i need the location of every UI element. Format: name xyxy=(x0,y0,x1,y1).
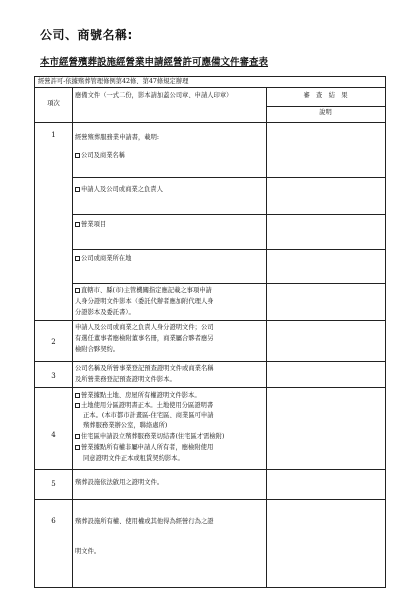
checklist-item[interactable]: 營業據點土地、房屋所有權證明文件影本。 xyxy=(75,391,201,402)
checklist-item[interactable]: 直轄市、縣(市)主管機關指定應記載之事項申請 xyxy=(75,286,212,297)
column-divider xyxy=(72,87,73,587)
item-number: 2 xyxy=(51,338,56,346)
checkbox-icon[interactable] xyxy=(75,187,80,192)
row-divider xyxy=(35,361,385,362)
item-number: 6 xyxy=(51,517,56,525)
row-divider xyxy=(35,122,385,123)
checklist-item[interactable]: 公司或商業所在地 xyxy=(75,254,131,265)
item-text-line: 公司名稱及所營事業登記預查證明文件或商業名稱 xyxy=(75,365,214,372)
review-form-table xyxy=(34,76,386,588)
checkbox-icon[interactable] xyxy=(75,393,80,398)
checklist-item[interactable]: 營業項目 xyxy=(75,220,106,231)
item-text-line: 有選任董事者應檢附董事名冊，商業屬合夥者應另 xyxy=(75,335,214,342)
item-text-line: 正本。(本市都市計畫區-住宅區、商業區可申請 xyxy=(83,412,214,419)
checkbox-icon[interactable] xyxy=(75,445,80,450)
item-text-line: 殯葬設施依法啟用之證明文件。 xyxy=(75,479,164,486)
item-text-line: 明文件。 xyxy=(75,548,101,555)
item-text-line: 申請人及公司或商業之負責人身分證明文件；公司 xyxy=(75,324,214,331)
item-text-line: 殯葬設施所有權、使用權或其他得為經營行為之證 xyxy=(75,518,214,525)
checkbox-icon[interactable] xyxy=(75,434,80,439)
item-number: 1 xyxy=(51,131,56,139)
checklist-item[interactable]: 公司及商業名稱 xyxy=(75,151,125,162)
checkbox-icon[interactable] xyxy=(75,256,80,261)
column-header-review-result: 審 查 結 果 xyxy=(303,92,348,99)
row-divider xyxy=(266,106,385,107)
legal-basis: 經營許可-依據殯葬管理條例第42條、第47條規定辦理 xyxy=(38,78,189,85)
item-number: 5 xyxy=(51,480,56,488)
row-divider xyxy=(35,469,385,470)
item-text-line: 同意證明文件正本或租賃契約影本。 xyxy=(83,455,184,462)
item-1-intro: 經營殯葬服務業申請書，載明: xyxy=(75,134,159,141)
item-number: 4 xyxy=(51,431,56,439)
row-divider xyxy=(72,283,385,284)
row-divider xyxy=(72,249,385,250)
form-subtitle: 本市經營殯葬設施經營業申請經營許可應備文件審查表 xyxy=(40,57,269,68)
item-text-line: 人身分證明文件影本（委託代辦者應加附代理人身 xyxy=(75,298,214,305)
item-text-line: 及所營業務登記預查證明文件影本。 xyxy=(75,376,176,383)
checklist-item[interactable]: 申請人及公司或商業之負責人 xyxy=(75,185,163,196)
item-text-line: 檢附合夥契約。 xyxy=(75,346,120,353)
checkbox-icon[interactable] xyxy=(75,288,80,293)
checklist-item[interactable]: 營業據點所有權非屬申請人所有者，應檢附使用 xyxy=(75,443,213,454)
company-name-heading: 公司、商號名稱: xyxy=(40,28,133,42)
row-divider xyxy=(72,177,385,178)
column-header-item-no: 項次 xyxy=(47,100,60,107)
checklist-item[interactable]: 土地使用分區證明書正本。土地使用分區證明書 xyxy=(75,401,213,412)
row-divider xyxy=(35,387,385,388)
item-number: 3 xyxy=(51,372,56,380)
checkbox-icon[interactable] xyxy=(75,222,80,227)
row-divider xyxy=(35,320,385,321)
column-header-documents: 應備文件（一式二份，影本請加蓋公司章、申請人印章） xyxy=(75,92,233,99)
checkbox-icon[interactable] xyxy=(75,403,80,408)
item-text-line: 分證影本及委託書）。 xyxy=(75,309,135,316)
checkbox-icon[interactable] xyxy=(75,153,80,158)
column-divider xyxy=(266,87,267,587)
item-text-line: 殯葬服務業辦公室，聯絡處所) xyxy=(83,422,168,429)
column-header-remarks: 說明 xyxy=(319,109,332,116)
row-divider xyxy=(35,499,385,500)
checklist-item[interactable]: 住宅區申請設立殯葬服務業切結書(住宅區才需檢附) xyxy=(75,432,224,443)
row-divider xyxy=(72,214,385,215)
